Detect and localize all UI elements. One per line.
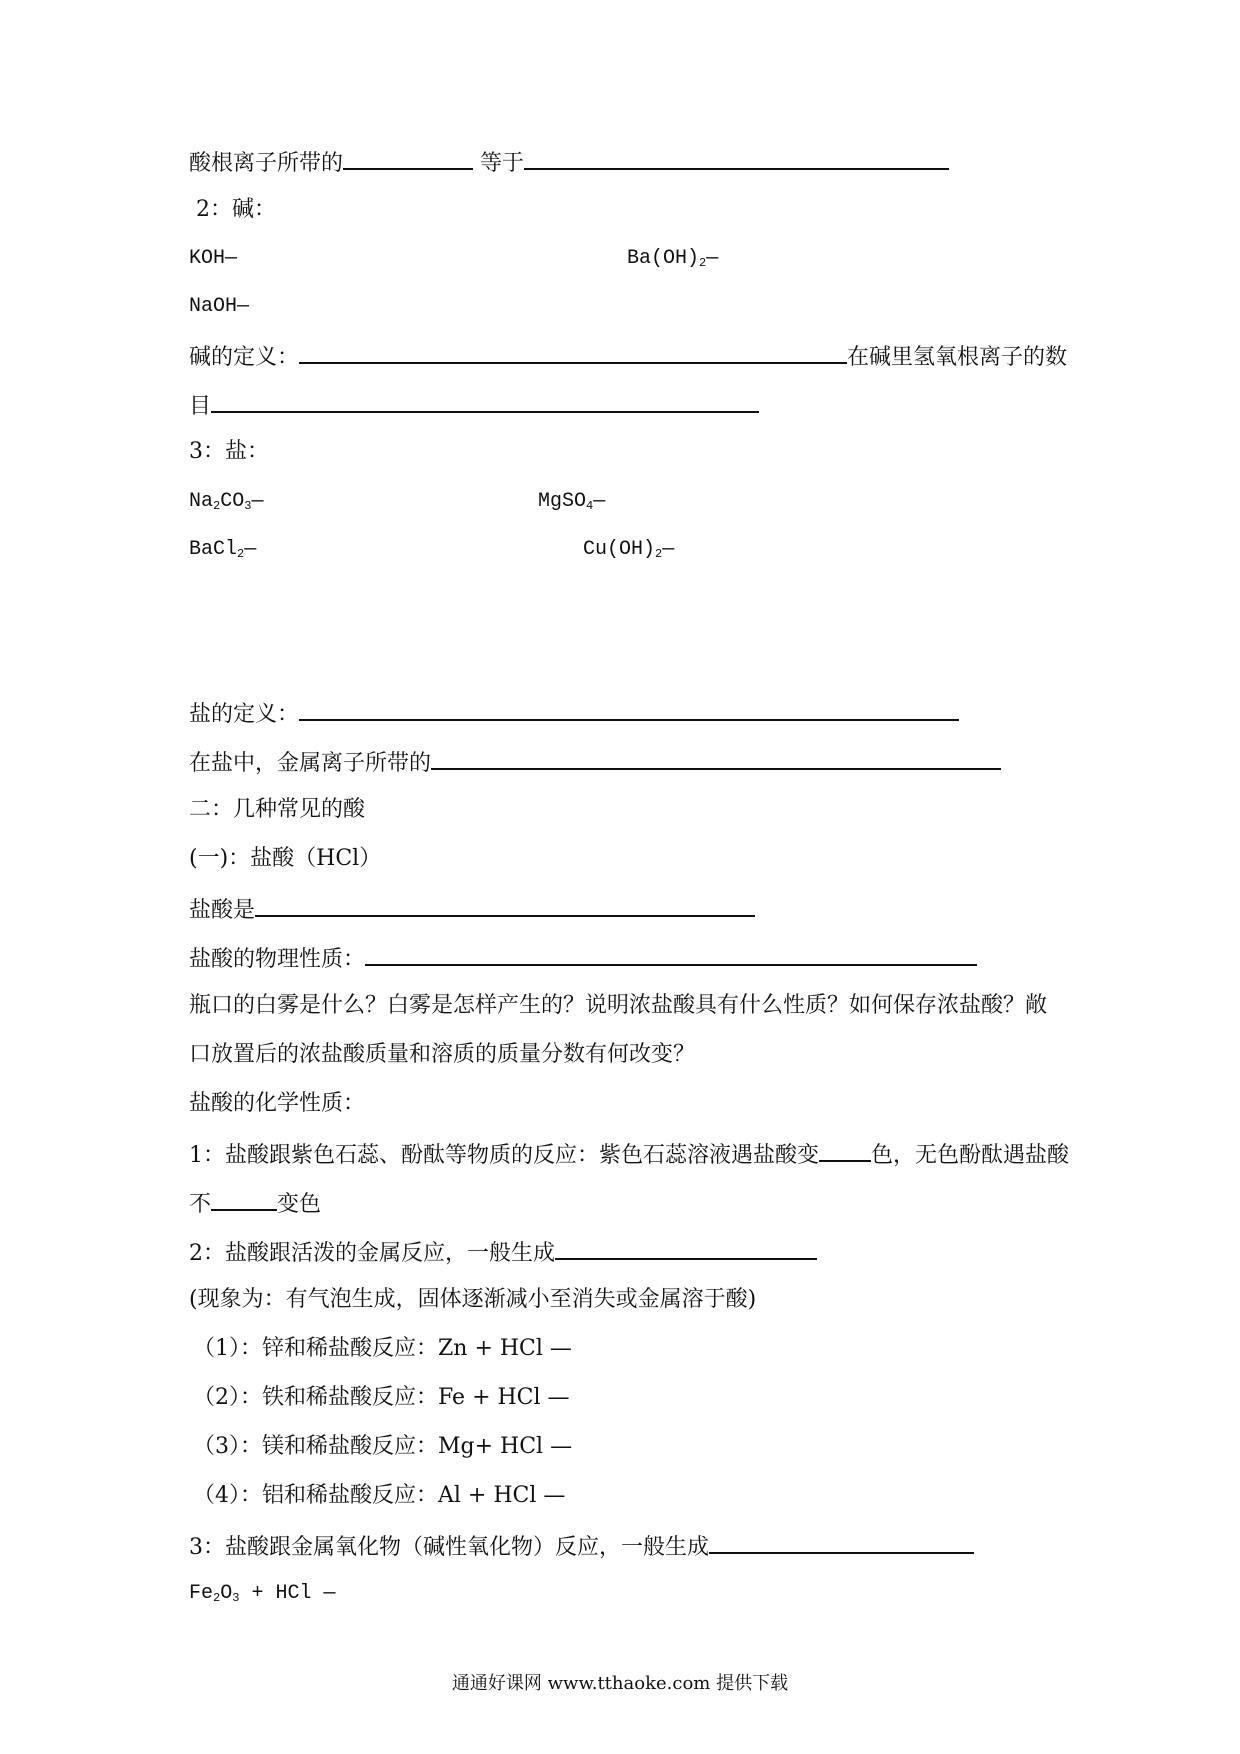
indicator-line xyxy=(189,1138,1069,1171)
blank[interactable] xyxy=(299,340,847,364)
subscript: 3 xyxy=(244,499,252,513)
text: 盐酸的物理性质： xyxy=(189,947,366,972)
text: 不 xyxy=(189,1192,212,1217)
subscript: 4 xyxy=(586,499,594,513)
question-line-2: 口放置后的浓盐酸质量和溶质的质量分数有何改变？ xyxy=(189,1042,696,1067)
text: 2：盐酸跟活泼的金属反应，一般生成 xyxy=(189,1241,555,1266)
cuoh2-formula xyxy=(583,535,674,565)
text: — xyxy=(706,247,719,270)
text: 碱的定义： xyxy=(189,345,300,370)
hcl-chemical-heading: 盐酸的化学性质： xyxy=(189,1091,366,1116)
blank[interactable] xyxy=(709,1530,974,1554)
text: 在碱里氢氧根离子的数 xyxy=(847,345,1068,370)
blank[interactable] xyxy=(819,1138,871,1162)
text: 盐酸是 xyxy=(189,898,256,923)
hcl-is-line xyxy=(189,893,755,926)
indicator-line-2 xyxy=(189,1187,321,1220)
base-heading: 2：碱： xyxy=(196,197,276,222)
text: Ba(OH) xyxy=(627,247,700,270)
text: 盐的定义： xyxy=(189,702,300,727)
fe2o3-reaction xyxy=(189,1579,335,1609)
salt-definition-line xyxy=(189,697,959,730)
baoh2-formula xyxy=(627,244,718,274)
na2co3-formula xyxy=(189,487,263,517)
oxide-reaction-line xyxy=(189,1530,974,1563)
subscript: 2 xyxy=(655,547,663,561)
text: 色，无色酚酞遇盐酸 xyxy=(871,1143,1070,1168)
base-definition-line-2 xyxy=(189,389,759,422)
text: BaCl xyxy=(189,538,238,561)
acid-radical-line xyxy=(189,146,949,179)
salt-metal-line xyxy=(189,746,1001,779)
text: CO xyxy=(220,490,245,513)
text: 3：盐酸跟金属氧化物（碱性氧化物）反应，一般生成 xyxy=(189,1535,709,1560)
text: 在盐中，金属离子所带的 xyxy=(189,751,432,776)
section-heading: 二：几种常见的酸 xyxy=(189,797,366,822)
text: O xyxy=(220,1582,233,1605)
phenomenon-note: (现象为：有气泡生成，固体逐渐减小至消失或金属溶于酸) xyxy=(189,1287,757,1312)
text: — xyxy=(662,538,675,561)
blank[interactable] xyxy=(343,146,473,170)
subscript: 2 xyxy=(237,547,245,561)
naoh-formula: NaOH— xyxy=(189,295,250,318)
subscript: 2 xyxy=(213,1591,221,1605)
text: 目 xyxy=(189,394,212,419)
koh-formula: KOH— xyxy=(189,247,238,270)
text: 等于 xyxy=(480,151,525,176)
text: Na xyxy=(189,490,214,513)
bacl2-formula xyxy=(189,535,256,565)
subscript: 2 xyxy=(699,256,707,270)
text: Fe xyxy=(189,1582,214,1605)
subscript: 2 xyxy=(213,499,221,513)
blank[interactable] xyxy=(555,1236,817,1260)
text: — xyxy=(251,490,264,513)
blank[interactable] xyxy=(299,697,959,721)
question-line-1: 瓶口的白雾是什么？白雾是怎样产生的？说明浓盐酸具有什么性质？如何保存浓盐酸？敞 xyxy=(189,993,1048,1018)
text: 变色 xyxy=(277,1192,322,1217)
metal-reaction-line xyxy=(189,1236,817,1269)
text: + HCl — xyxy=(239,1582,336,1605)
text: MgSO xyxy=(538,490,587,513)
page-footer: 通通好课网 www.tthaoke.com 提供下载 xyxy=(451,1673,789,1694)
blank[interactable] xyxy=(255,893,755,917)
reaction-mg: （3）：镁和稀盐酸反应：Mg+ HCl — xyxy=(193,1434,573,1459)
blank[interactable] xyxy=(524,146,949,170)
hcl-physical-line xyxy=(189,942,977,975)
reaction-fe: （2）：铁和稀盐酸反应：Fe + HCl — xyxy=(193,1385,570,1410)
text: 1：盐酸跟紫色石蕊、酚酞等物质的反应：紫色石蕊溶液遇盐酸变 xyxy=(189,1143,819,1168)
reaction-zn: （1）：锌和稀盐酸反应：Zn + HCl — xyxy=(193,1336,572,1361)
text: Cu(OH) xyxy=(583,538,656,561)
blank[interactable] xyxy=(365,942,977,966)
reaction-al: （4）：铝和稀盐酸反应：Al + HCl — xyxy=(193,1483,566,1508)
subscript: 3 xyxy=(232,1591,240,1605)
text: — xyxy=(244,538,257,561)
mgso4-formula xyxy=(538,487,605,517)
blank[interactable] xyxy=(431,746,1001,770)
base-definition-line xyxy=(189,340,1067,373)
blank[interactable] xyxy=(211,1187,277,1211)
blank[interactable] xyxy=(211,389,759,413)
text: 酸根离子所带的 xyxy=(189,151,344,176)
salt-heading: 3：盐： xyxy=(189,439,269,464)
text: — xyxy=(593,490,606,513)
hcl-heading: (一)：盐酸（HCl） xyxy=(189,846,382,871)
